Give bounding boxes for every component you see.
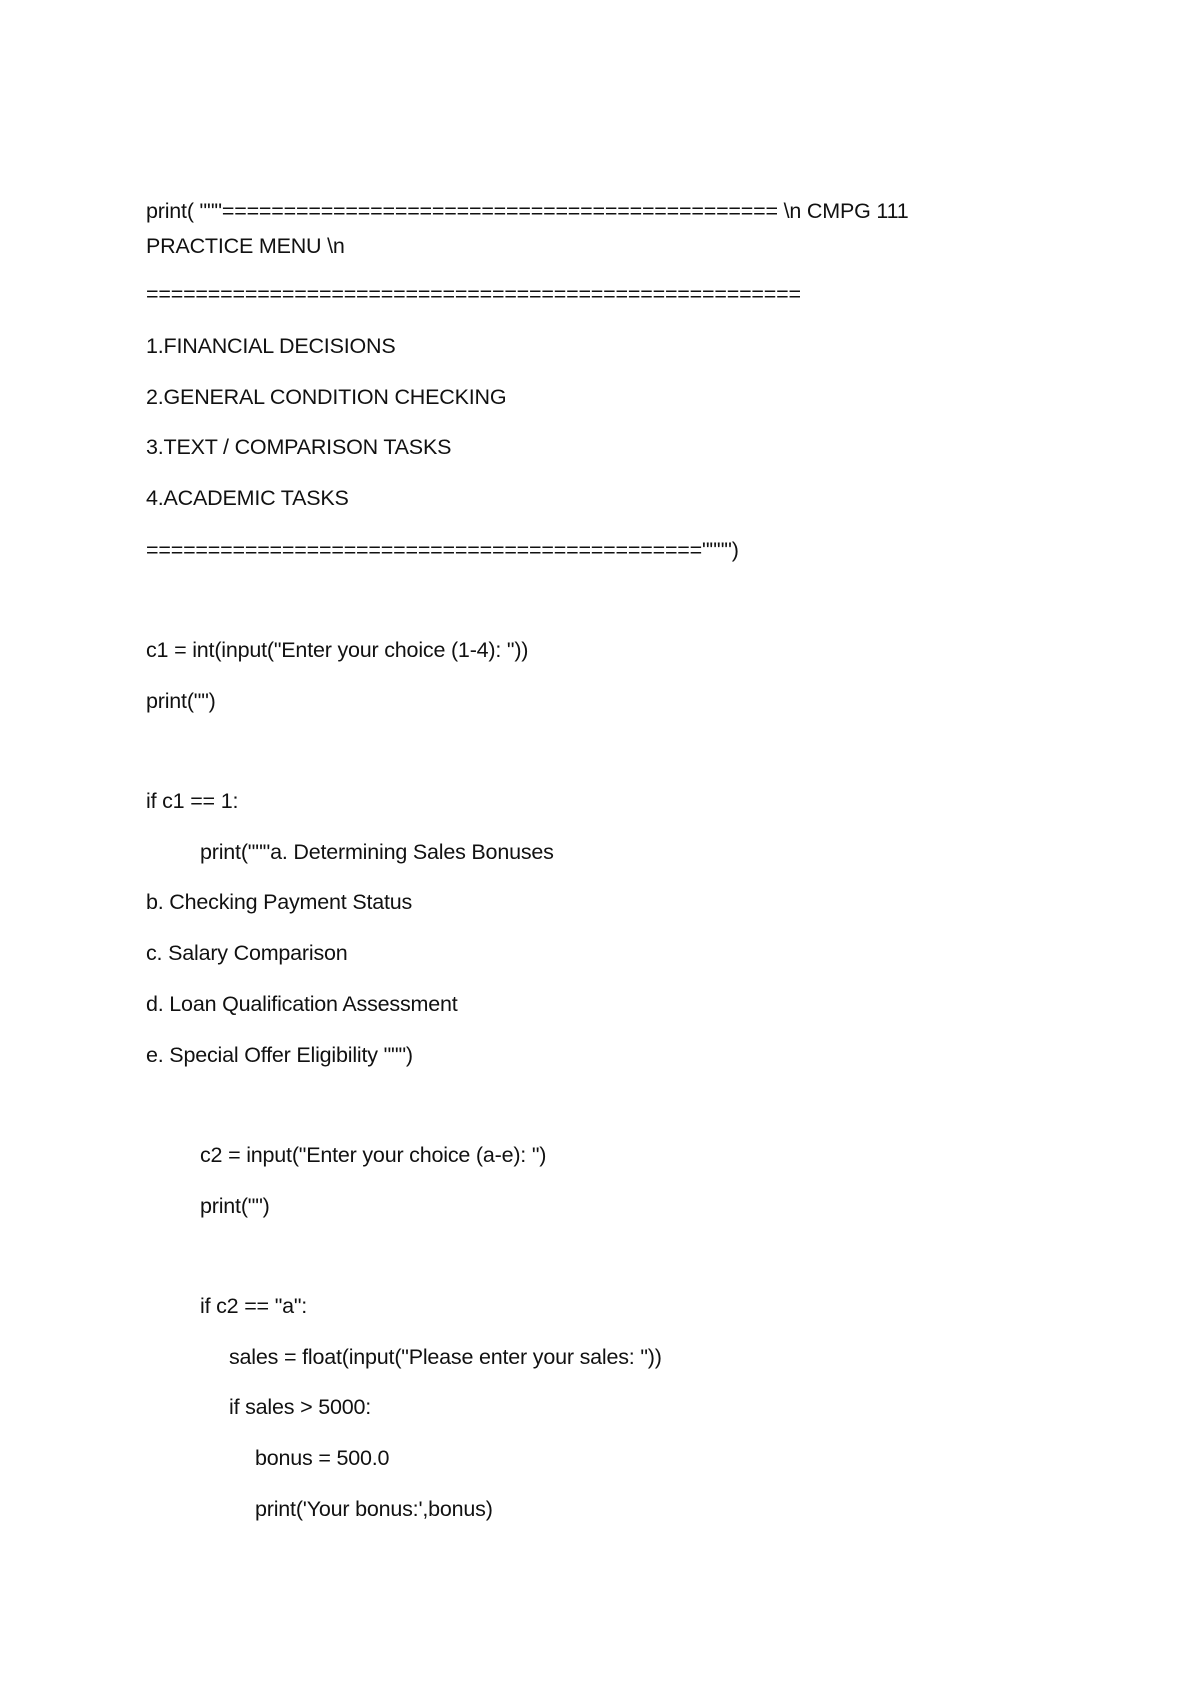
code-line-submenu-b: b. Checking Payment Status [146, 890, 413, 914]
code-line-separator-bottom: ============================================="""") [146, 538, 739, 562]
code-line-submenu-e: e. Special Offer Eligibility """) [146, 1043, 413, 1067]
code-line-if-c2: if c2 == "a": [200, 1294, 308, 1318]
code-line-submenu-a: print("""a. Determining Sales Bonuses [200, 840, 554, 864]
code-line-if-c1: if c1 == 1: [146, 789, 239, 813]
code-line-print-empty-1: print("") [146, 689, 216, 713]
code-line-submenu-c: c. Salary Comparison [146, 941, 348, 965]
code-line-menu-option-4: 4.ACADEMIC TASKS [146, 486, 349, 510]
code-line-menu-option-3: 3.TEXT / COMPARISON TASKS [146, 435, 452, 459]
code-line-sales-input: sales = float(input("Please enter your sales: ")) [229, 1345, 662, 1369]
code-line-print-empty-2: print("") [200, 1194, 270, 1218]
code-line-print-bonus: print('Your bonus:',bonus) [255, 1497, 493, 1521]
code-line-practice-menu: PRACTICE MENU \n [146, 234, 345, 258]
code-line-c1-input: c1 = int(input("Enter your choice (1-4): ")) [146, 638, 529, 662]
code-line-c2-input: c2 = input("Enter your choice (a-e): ") [200, 1143, 547, 1167]
code-line-menu-option-1: 1.FINANCIAL DECISIONS [146, 334, 396, 358]
code-line-menu-option-2: 2.GENERAL CONDITION CHECKING [146, 385, 507, 409]
code-line-bonus-assign: bonus = 500.0 [255, 1446, 390, 1470]
code-line-print-banner-open: print( """============================================= \n CMPG 111 [146, 199, 909, 223]
code-line-if-sales: if sales > 5000: [229, 1395, 372, 1419]
code-line-submenu-d: d. Loan Qualification Assessment [146, 992, 458, 1016]
code-line-separator-top: ===================================================== [146, 282, 801, 306]
